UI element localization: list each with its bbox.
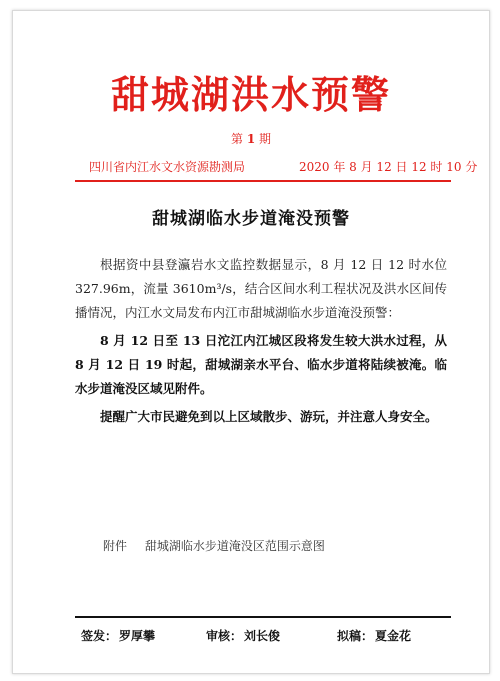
- red-divider: [75, 180, 451, 182]
- signature-name: 刘长俊: [244, 629, 281, 643]
- document-headline: 甜城湖临水步道淹没预警: [152, 209, 350, 229]
- signature-role: 审核：: [206, 629, 243, 643]
- issue-number: [13, 131, 489, 147]
- signature-role: 签发：: [81, 629, 118, 643]
- warning-banner-title: 甜城湖洪水预警: [110, 72, 391, 117]
- document-page: [12, 10, 490, 674]
- signature-name: 夏金花: [375, 629, 412, 643]
- issue-label: 第: [230, 132, 243, 146]
- footer-divider: [75, 616, 451, 618]
- signature-reviewer: [206, 628, 280, 644]
- signature-drafter: [337, 628, 411, 644]
- issuing-agency: 四川省内江水文水资源勘测局: [89, 160, 246, 174]
- body-paragraph-3: 提醒广大市民避免到以上区域散步、游玩，并注意人身安全。: [100, 409, 438, 424]
- attachment-text: 甜城湖临水步道淹没区范围示意图: [144, 539, 325, 553]
- body-paragraph-2: 8 月 12 日至 13 日沱江内江城区段将发生较大洪水过程，从 8 月 12 日 19 时起，甜城湖亲水平台、临水步道将陆续被淹。临水步道淹没区域见附件。: [75, 333, 447, 396]
- attachment-label: 附件: [103, 539, 128, 553]
- body-paragraph-1: 根据资中县登瀛岩水文监控数据显示，8 月 12 日 12 时水位 327.96m，流量 3610m³/s，结合区间水利工程状况及洪水区间传播情况，内江水文局发布内江市甜城湖临水步道淹没预警：: [75, 257, 447, 320]
- signature-issuer: [81, 628, 155, 644]
- attachment-note: [103, 538, 325, 554]
- issue-suffix: 期: [259, 132, 272, 146]
- signature-role: 拟稿：: [337, 629, 374, 643]
- signature-name: 罗厚攀: [119, 629, 156, 643]
- issue-value: 1: [246, 132, 256, 146]
- issue-datetime: 2020 年 8 月 12 日 12 时 10 分: [299, 160, 478, 174]
